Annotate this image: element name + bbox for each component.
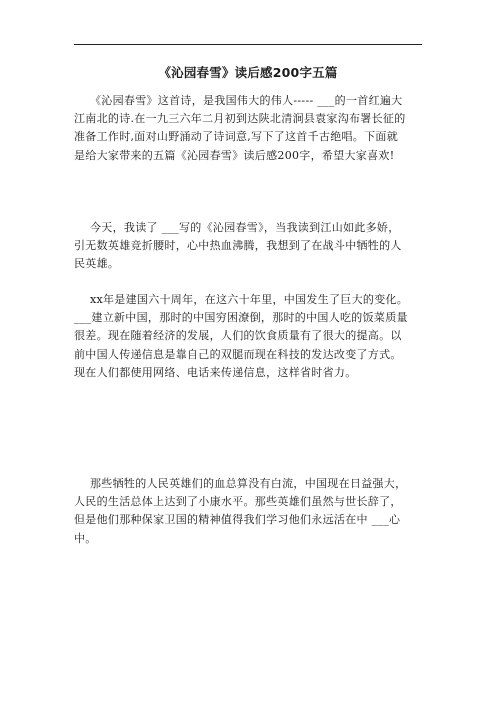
paragraph-line: 那些牺牲的人民英雄们的血总算没有白流，中国现在日益强大， [90,477,407,490]
paragraph-line: 准备工作时,面对山野涌动了诗词意,写下了这首千古绝唱。下面就 [74,130,398,144]
paragraph-reading [74,219,424,274]
paragraph-intro [74,92,424,165]
paragraph-line: 今天，我读了 ___写的《沁园春雪》，当我读到江山如此多娇， [90,221,400,234]
paragraph-line: 人民的生活总体上达到了小康水平。那些英雄们虽然与世长辞了， [74,495,402,509]
paragraph-line: ___建立新中国，那时的中国穷困潦倒，那时的中国人吃的饭菜质量 [74,311,408,325]
paragraph-line: 中。 [74,531,97,545]
paragraph-line: 很差。现在随着经济的发展，人们的饮食质量有了很大的提高。以 [74,329,402,343]
paragraph-line: xx年是建国六十周年，在这六十年里，中国发生了巨大的变化。 [90,293,409,306]
paragraph-heroes [74,475,424,548]
paragraph-line: 但是他们那种保家卫国的精神值得我们学习他们永远活在中 ___心 [74,513,401,527]
paragraph-line: 民英雄。 [74,257,120,271]
paragraph-line: 《沁园春雪》这首诗，是我国伟大的伟人----- ___的一首红遍大 [90,94,403,107]
header-rule [74,44,422,45]
paragraph-line: 江南北的诗.在一九三六年二月初到达陕北清涧县袁家沟布署长征的 [74,112,406,126]
paragraph-line: 是给大家带来的五篇《沁园春雪》读后感200字，希望大家喜欢! [74,148,395,162]
paragraph-line: 引无数英雄竞折腰时，心中热血沸腾，我想到了在战斗中牺牲的人 [74,239,402,253]
paragraph-changes [74,291,424,382]
paragraph-line: 前中国人传递信息是靠自己的双腿而现在科技的发达改变了方式。 [74,347,402,361]
paragraph-line: 现在人们都使用网络、电话来传递信息，这样省时省力。 [74,365,357,379]
document-title: 《沁园春雪》读后感200字五篇 [158,65,338,80]
